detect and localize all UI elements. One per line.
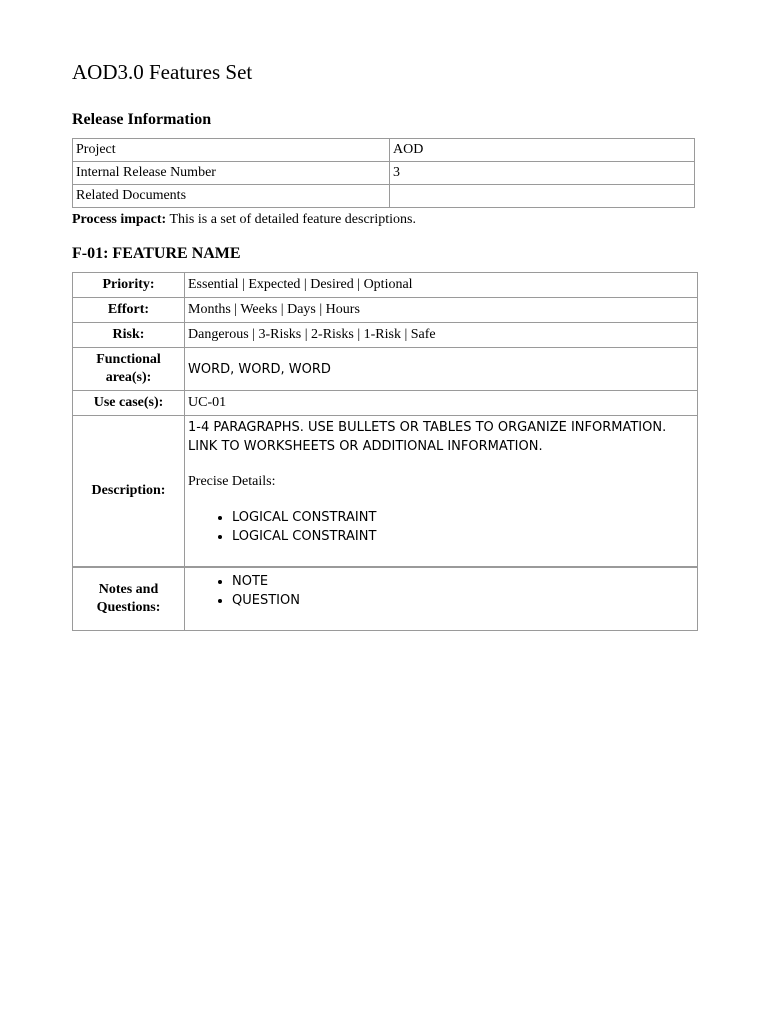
feature-heading: F-01: FEATURE NAME [72,245,241,262]
related-documents-value [390,185,695,208]
functional-area-label: Functional area(s): [73,348,185,391]
table-row [73,273,698,298]
release-information-table [72,138,695,208]
use-case-value: UC-01 [185,391,698,416]
internal-release-number-label: Internal Release Number [73,162,390,185]
priority-value: Essential | Expected | Desired | Optional [185,273,698,298]
precise-details-label: Precise Details: [188,474,276,489]
table-row [73,348,698,391]
table-row [73,162,695,185]
related-documents-label: Related Documents [73,185,390,208]
description-label: Description: [73,416,185,568]
table-row [73,391,698,416]
table-row [73,567,698,631]
process-impact-text: This is a set of detailed feature descriptions. [166,212,416,227]
process-impact-label: Process impact: [72,212,167,227]
project-label: Project [73,139,390,162]
table-row [73,298,698,323]
effort-label: Effort: [73,298,185,323]
notes-cell [185,567,698,631]
document-title: AOD3.0 Features Set [72,60,253,84]
release-information-heading: Release Information [72,111,212,128]
notes-and-questions-label: Notes and Questions: [73,567,185,631]
table-row [73,185,695,208]
table-row [73,323,698,348]
notes-list [188,572,694,610]
project-value: AOD [390,139,695,162]
internal-release-number-value: 3 [390,162,695,185]
list-item: • NOTE [232,572,694,591]
table-row [73,139,695,162]
list-item: • QUESTION [232,591,694,610]
constraints-list [188,508,694,546]
effort-value: Months | Weeks | Days | Hours [185,298,698,323]
list-item: • LOGICAL CONSTRAINT [232,527,694,546]
risk-label: Risk: [73,323,185,348]
description-text: 1-4 PARAGRAPHS. USE BULLETS OR TABLES TO ORGANIZE INFORMATION. LINK TO WORKSHEETS OR ADDITIONAL INFORMATION. [188,420,667,454]
feature-table [72,272,698,631]
list-item: • LOGICAL CONSTRAINT [232,508,694,527]
functional-area-value: WORD, WORD, WORD [185,348,698,391]
table-row [73,416,698,568]
risk-value: Dangerous | 3-Risks | 2-Risks | 1-Risk | Safe [185,323,698,348]
priority-label: Priority: [73,273,185,298]
description-cell [185,416,698,568]
use-case-label: Use case(s): [73,391,185,416]
process-impact-line [72,211,416,229]
